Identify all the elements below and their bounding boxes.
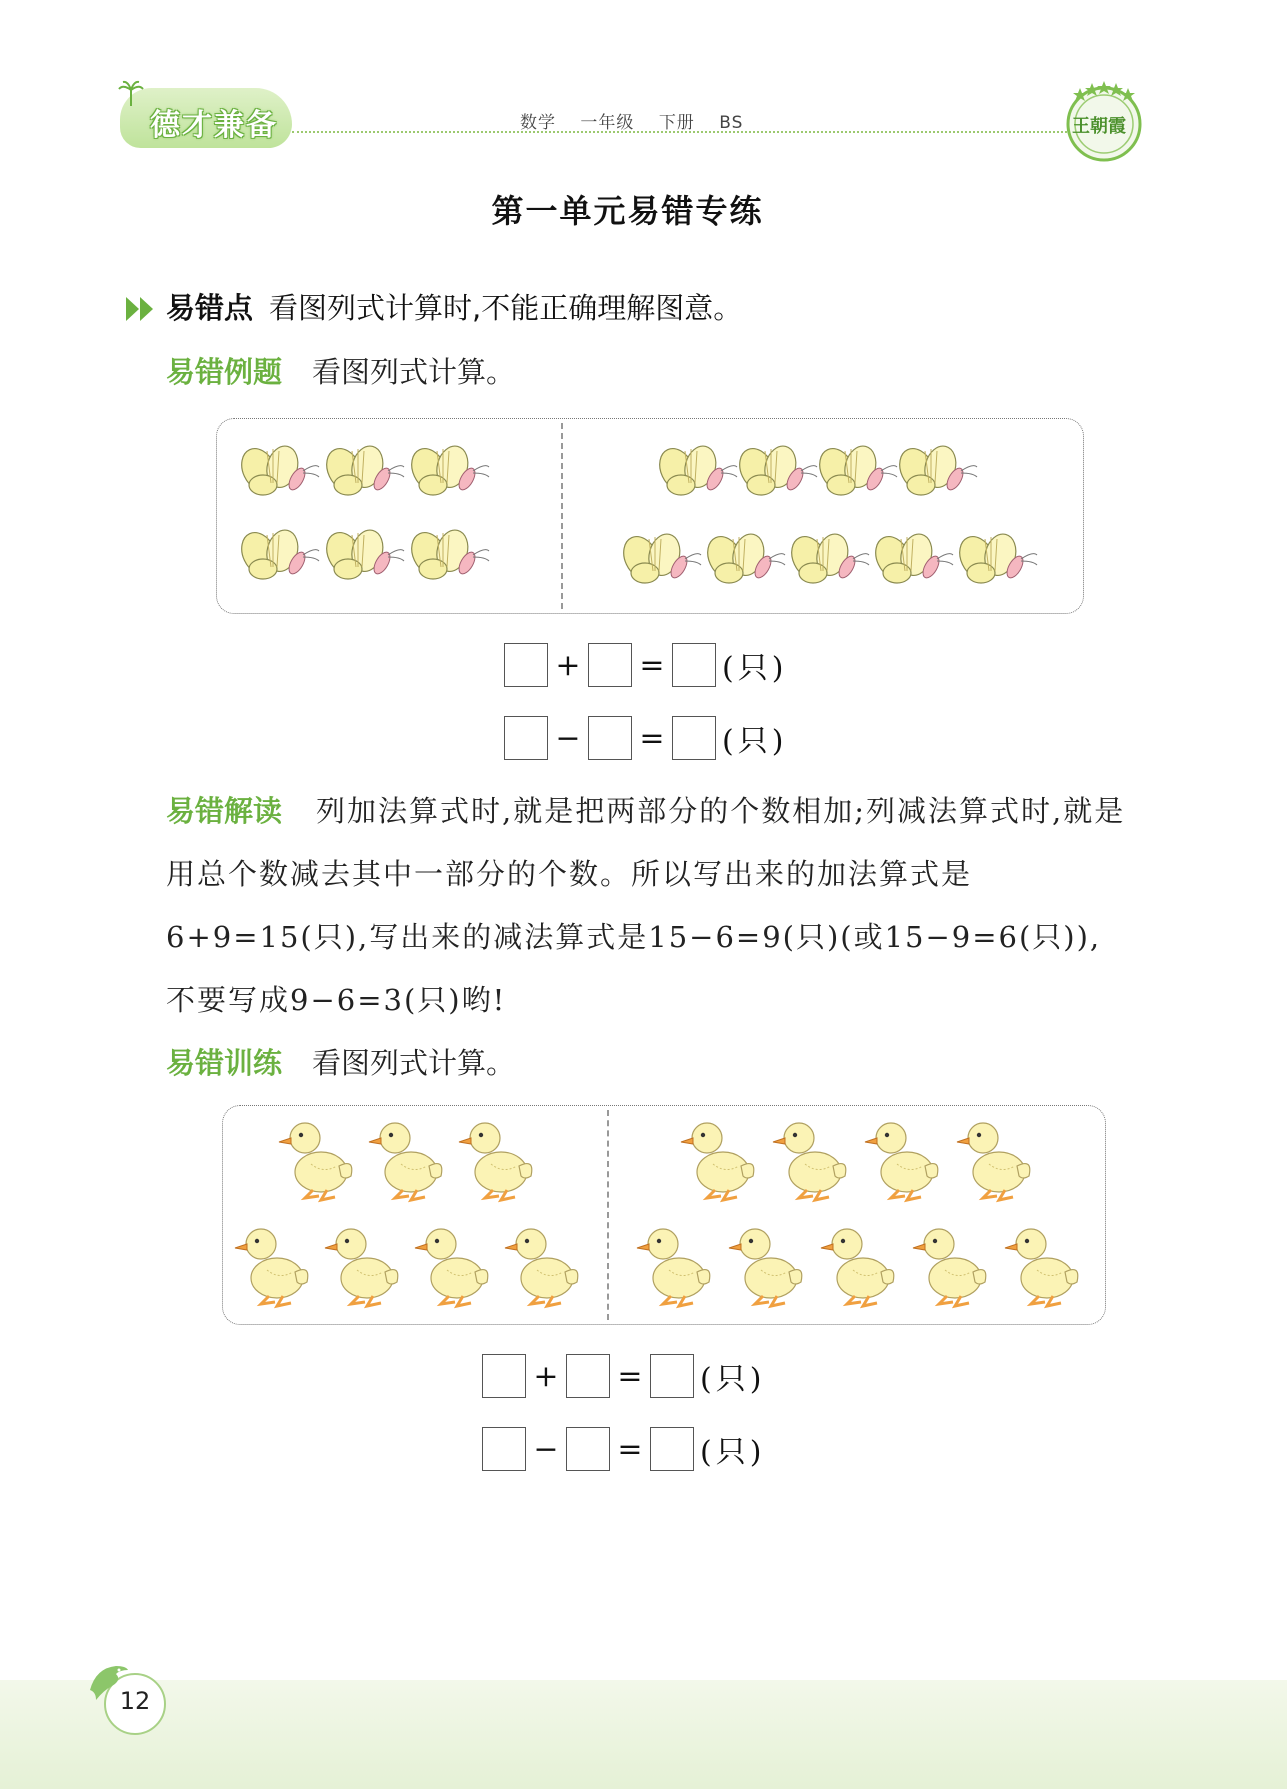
minus-sign: − [533, 1431, 559, 1467]
minus-sign: − [555, 720, 581, 756]
unit-label: (只) [700, 1362, 766, 1397]
example-heading [166, 350, 515, 391]
butterfly-icon [785, 531, 869, 585]
answer-box[interactable] [566, 1354, 610, 1398]
answer-box[interactable] [482, 1354, 526, 1398]
answer-box[interactable] [650, 1427, 694, 1471]
equals-sign: = [639, 720, 665, 756]
duckling-icon [681, 1123, 754, 1200]
butterfly-icon [405, 443, 489, 497]
butterfly-icon [813, 443, 897, 497]
double-chevron-icon [126, 296, 158, 322]
butterfly-icon [320, 527, 404, 581]
plus-sign: + [533, 1358, 559, 1394]
answer-box[interactable] [504, 716, 548, 760]
answer-box[interactable] [566, 1427, 610, 1471]
volume: 下册 [658, 113, 695, 133]
training-label: 易错训练 [166, 1046, 283, 1080]
duckling-icon [459, 1123, 532, 1200]
duckling-icon [913, 1229, 986, 1306]
palm-tree-icon [118, 80, 144, 106]
grade: 一年级 [580, 113, 635, 133]
butterfly-icon [869, 531, 953, 585]
butterfly-group [217, 419, 1083, 613]
butterfly-icon [235, 443, 319, 497]
duckling-icon [415, 1229, 488, 1306]
duckling-icon [637, 1229, 710, 1306]
duckling-icon [505, 1229, 578, 1306]
unit-label: (只) [700, 1435, 766, 1470]
duckling-icon [957, 1123, 1030, 1200]
subject: 数学 [520, 113, 556, 133]
answer-box[interactable] [650, 1354, 694, 1398]
butterfly-icon [653, 443, 737, 497]
butterfly-icon [893, 443, 977, 497]
butterfly-icon [733, 443, 817, 497]
edition: BS [719, 113, 744, 133]
answer-box[interactable] [588, 643, 632, 687]
answer-box[interactable] [588, 716, 632, 760]
training-picture [222, 1105, 1106, 1325]
training-heading [166, 1041, 515, 1082]
example-equation-add [504, 643, 787, 687]
duckling-icon [773, 1123, 846, 1200]
explanation-label: 易错解读 [166, 794, 283, 828]
explanation-text: 列加法算式时,就是把两部分的个数相加;列减法算式时,就是用总个数减去其中一部分的个数。所以写出来的加法算式是6+9=15(只),写出来的减法算式是15−6=9(只)(或15−9=6(只)),不要写成9−6=3(只)哟! [166, 794, 1126, 1017]
training-equation-subtract [482, 1427, 765, 1471]
duckling-icon [279, 1123, 352, 1200]
answer-box[interactable] [672, 643, 716, 687]
training-equation-add [482, 1354, 765, 1398]
answer-box[interactable] [482, 1427, 526, 1471]
duckling-icon [865, 1123, 938, 1200]
unit-label: (只) [722, 724, 788, 759]
answer-box[interactable] [672, 716, 716, 760]
example-instruction: 看图列式计算。 [312, 355, 516, 389]
footer-background [0, 1680, 1287, 1789]
butterfly-icon [320, 443, 404, 497]
error-point [166, 286, 742, 327]
butterfly-icon [953, 531, 1037, 585]
header-meta [520, 108, 761, 133]
butterfly-icon [617, 531, 701, 585]
example-equation-subtract [504, 716, 787, 760]
explanation [166, 780, 1126, 1032]
duckling-icon [235, 1229, 308, 1306]
duckling-icon [821, 1229, 894, 1306]
training-instruction: 看图列式计算。 [312, 1046, 516, 1080]
logo-text: 德才兼备 [150, 108, 278, 143]
duckling-icon [1005, 1229, 1078, 1306]
equals-sign: = [639, 647, 665, 683]
equals-sign: = [617, 1358, 643, 1394]
butterfly-icon [405, 527, 489, 581]
answer-box[interactable] [504, 643, 548, 687]
equals-sign: = [617, 1431, 643, 1467]
unit-label: (只) [722, 651, 788, 686]
duckling-icon [325, 1229, 398, 1306]
duckling-icon [729, 1229, 802, 1306]
butterfly-icon [235, 527, 319, 581]
butterfly-icon [701, 531, 785, 585]
seal-text: 王朝霞 [1072, 116, 1126, 137]
error-point-label: 易错点 [166, 291, 254, 325]
example-picture [216, 418, 1084, 614]
page-number: 12 [119, 1687, 151, 1715]
error-point-text: 看图列式计算时,不能正确理解图意。 [269, 291, 743, 325]
example-label: 易错例题 [166, 355, 283, 389]
duckling-icon [369, 1123, 442, 1200]
duckling-group [223, 1106, 1105, 1324]
plus-sign: + [555, 647, 581, 683]
page-title: 第一单元易错专练 [491, 192, 764, 230]
